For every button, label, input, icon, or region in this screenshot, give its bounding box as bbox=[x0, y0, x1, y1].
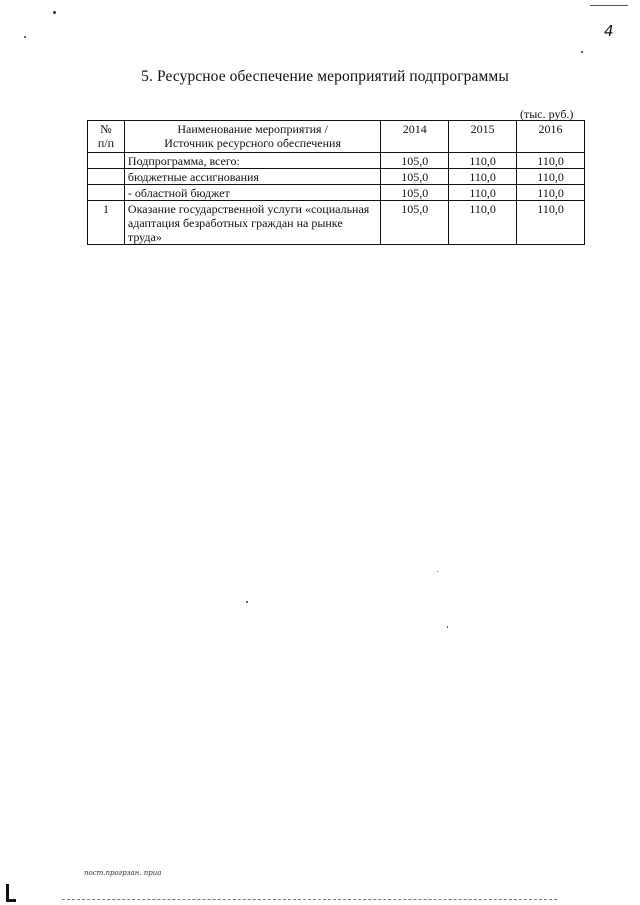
row-2014: 105,0 bbox=[381, 201, 449, 245]
scan-speck bbox=[246, 601, 248, 603]
row-2014: 105,0 bbox=[381, 185, 449, 201]
header-2015: 2015 bbox=[449, 121, 517, 153]
header-num: № п/п bbox=[88, 121, 125, 153]
scan-speck bbox=[437, 571, 438, 572]
section-title: 5. Ресурсное обеспечение мероприятий подпрограммы bbox=[141, 68, 509, 85]
scan-speck bbox=[53, 11, 56, 14]
row-2015: 110,0 bbox=[449, 185, 517, 201]
row-2015: 110,0 bbox=[449, 169, 517, 185]
row-name: Подпрограмма, всего: bbox=[124, 153, 380, 169]
header-name: Наименование мероприятия / Источник ресурсного обеспечения bbox=[124, 121, 380, 153]
row-name: - областной бюджет bbox=[124, 185, 380, 201]
row-2014: 105,0 bbox=[381, 169, 449, 185]
table-row bbox=[88, 201, 585, 245]
table-row bbox=[88, 185, 585, 201]
row-2016: 110,0 bbox=[517, 185, 585, 201]
units-note: (тыс. руб.) bbox=[520, 107, 574, 121]
scan-speck bbox=[447, 626, 448, 628]
header-2016: 2016 bbox=[517, 121, 585, 153]
scan-speck bbox=[581, 51, 583, 53]
row-num: 1 bbox=[88, 201, 125, 245]
header-2014: 2014 bbox=[381, 121, 449, 153]
row-name: бюджетные ассигнования bbox=[124, 169, 380, 185]
top-edge-rule bbox=[590, 5, 628, 6]
resource-table bbox=[87, 120, 585, 245]
row-num bbox=[88, 185, 125, 201]
corner-mark bbox=[6, 884, 16, 902]
table-header-row bbox=[88, 121, 585, 153]
row-2014: 105,0 bbox=[381, 153, 449, 169]
row-num bbox=[88, 153, 125, 169]
page-number: 4 bbox=[604, 22, 614, 40]
row-name: Оказание государственной услуги «социальная адаптация безработных граждан на рынке труда» bbox=[124, 201, 380, 245]
table-row bbox=[88, 153, 585, 169]
row-2016: 110,0 bbox=[517, 169, 585, 185]
bottom-edge-rule bbox=[62, 899, 557, 901]
scan-speck bbox=[24, 36, 26, 38]
table-row bbox=[88, 169, 585, 185]
row-2015: 110,0 bbox=[449, 201, 517, 245]
row-2016: 110,0 bbox=[517, 153, 585, 169]
footer-file-note: пост.прогрзан. приа bbox=[84, 869, 162, 877]
row-2015: 110,0 bbox=[449, 153, 517, 169]
row-2016: 110,0 bbox=[517, 201, 585, 245]
row-num bbox=[88, 169, 125, 185]
